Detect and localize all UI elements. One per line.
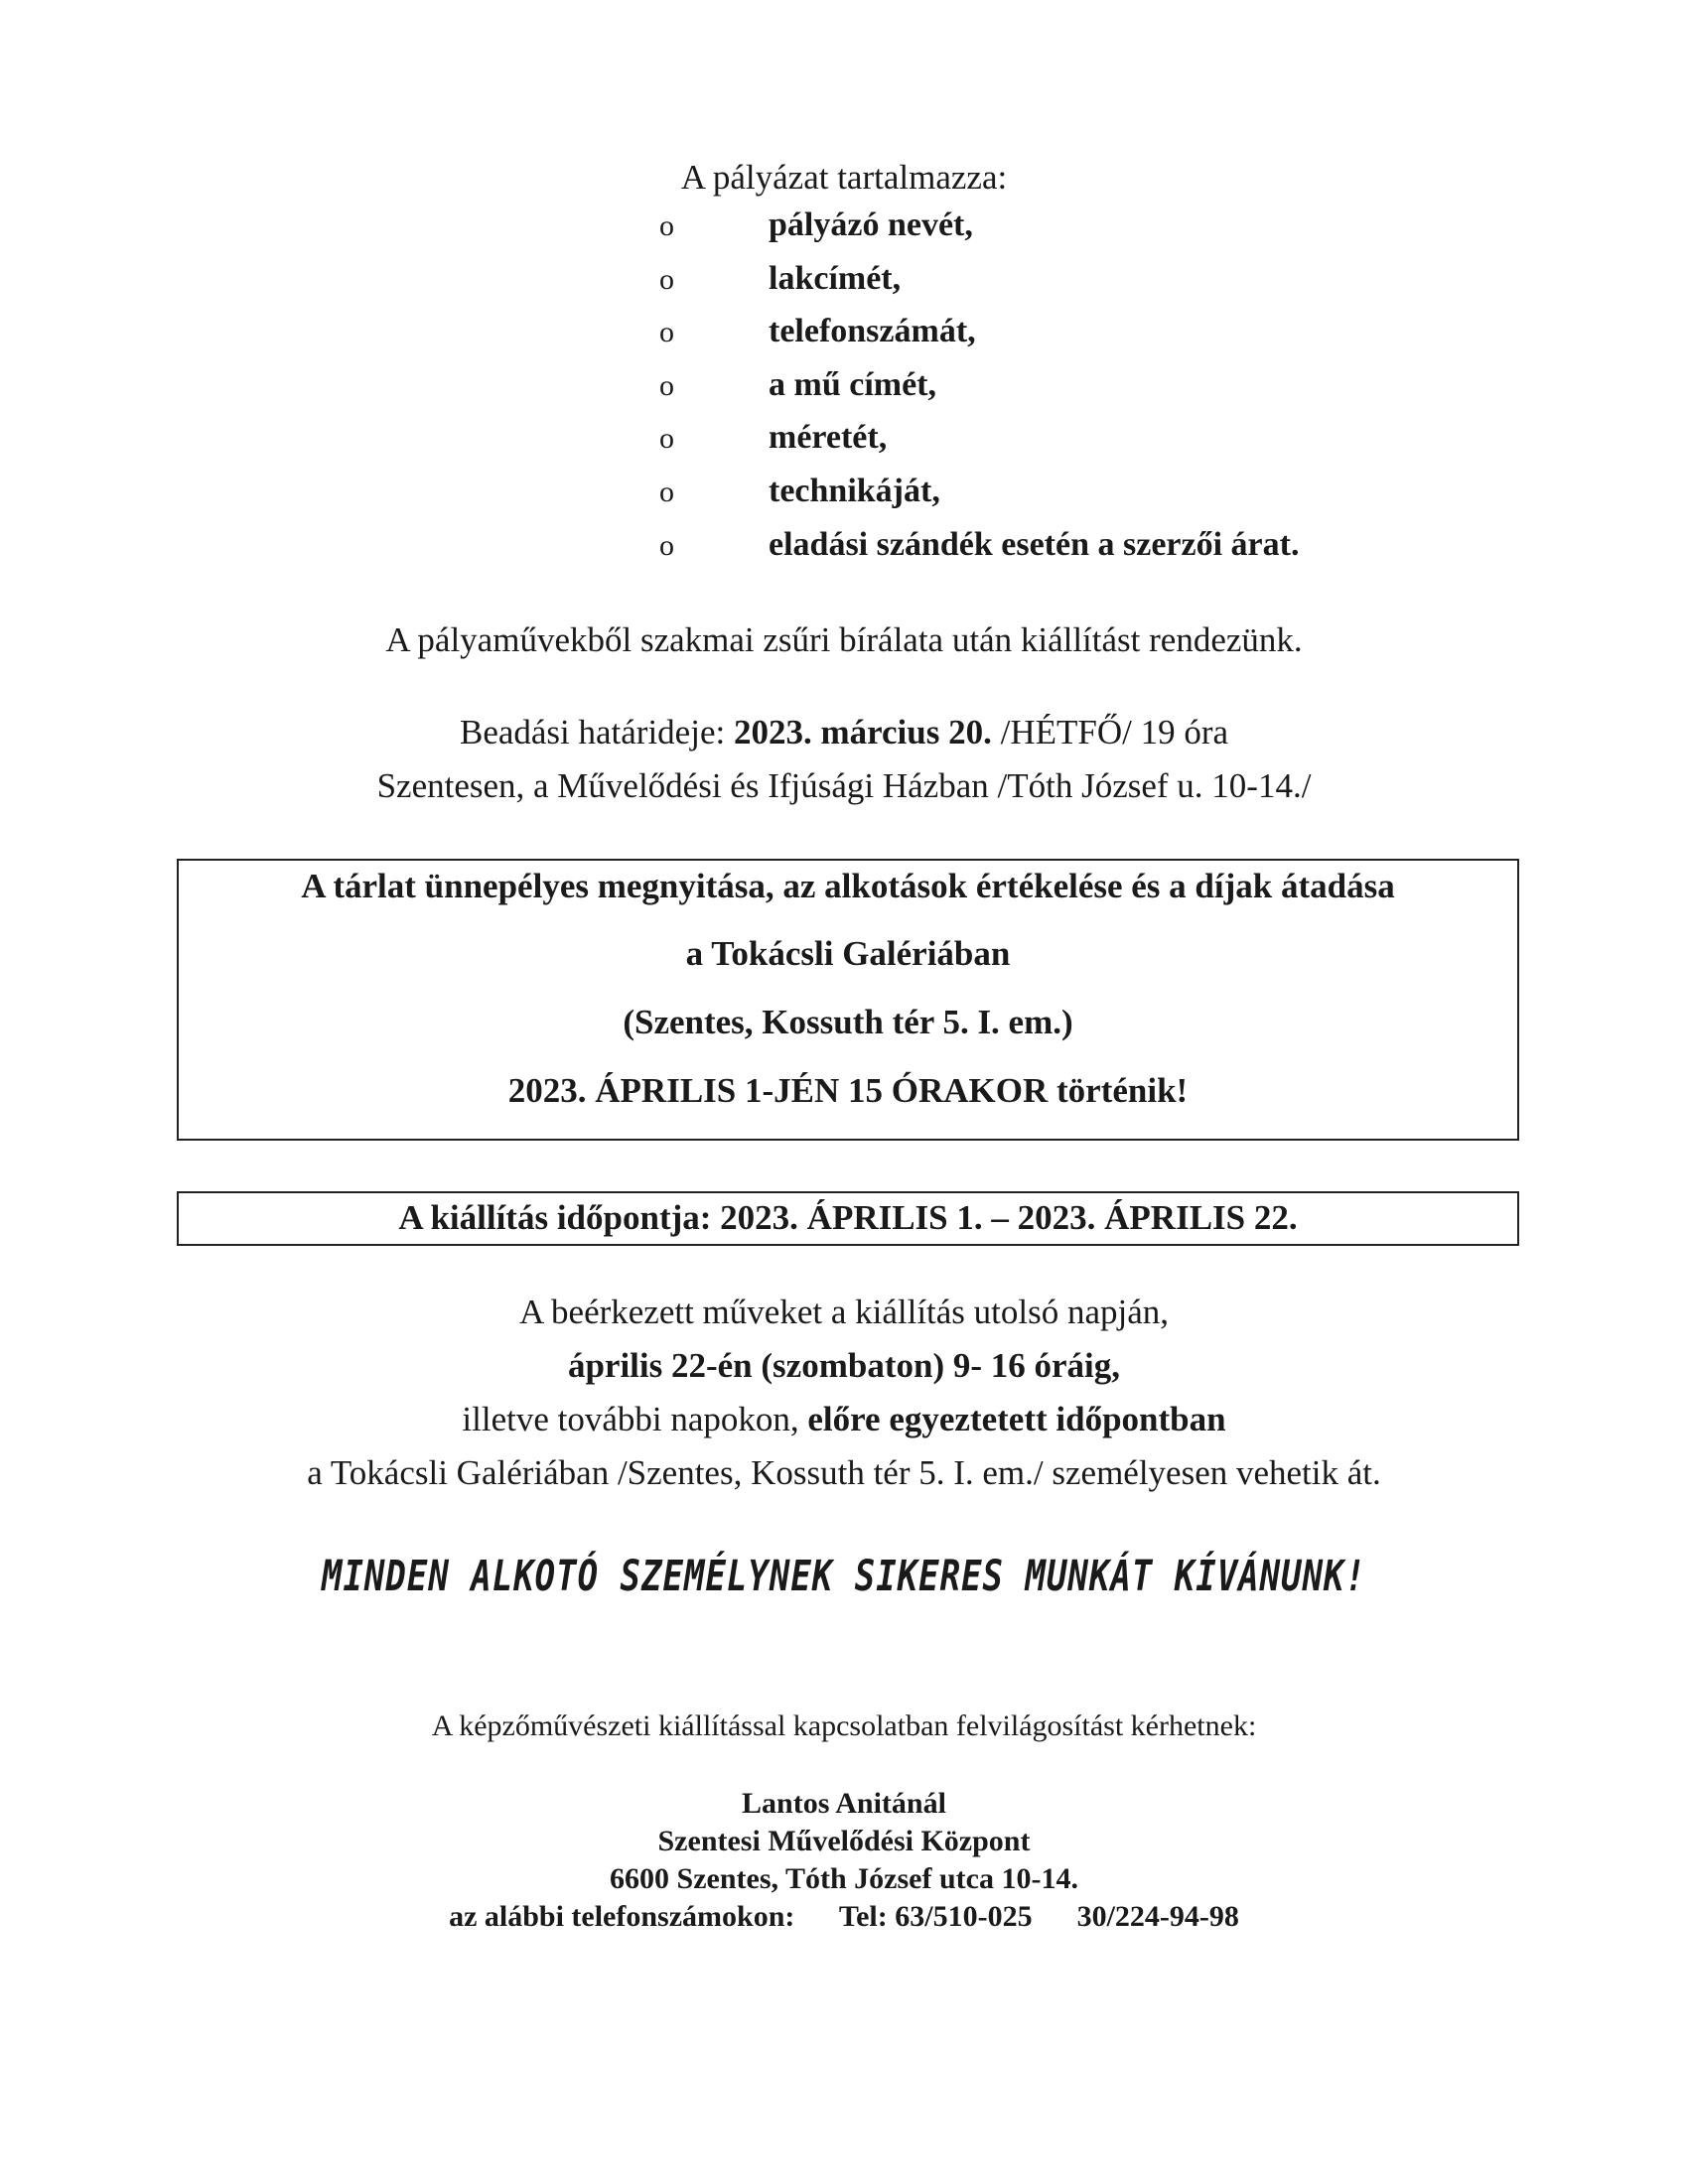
opening-line-2: a Tokácsli Galériában (685, 934, 1011, 973)
deadline-rest: /HÉTFŐ/ 19 óra (1000, 713, 1229, 751)
list-item (659, 358, 1553, 412)
requirement-text: pályázó nevét, (769, 206, 973, 243)
exhibit-dates-box: A kiállítás időpontja: 2023. ÁPRILIS 1. – 2023. ÁPRILIS 22. (177, 1191, 1519, 1246)
requirements-intro: A pályázat tartalmazza: (680, 158, 1008, 197)
bullet-icon: o (659, 368, 674, 402)
bullet-icon: o (659, 528, 674, 562)
requirement-text: telefonszámát, (769, 313, 976, 350)
deadline-label: Beadási határideje: (459, 713, 726, 751)
return-line-3-bold: előre egyeztetett időpontban (807, 1400, 1226, 1438)
requirement-text: méretét, (769, 419, 888, 457)
return-line-2: április 22-én (szombaton) 9- 16 óráig, (567, 1346, 1121, 1385)
contact-phones (0, 1900, 1688, 1934)
list-item (659, 465, 1553, 518)
phone-2: 30/224-94-98 (1076, 1900, 1239, 1933)
info-intro: A képzőművészeti kiállítással kapcsolatban felvilágosítást kérhetnek: (431, 1709, 1257, 1742)
contact-name: Lantos Anitánál (742, 1787, 946, 1820)
list-item (659, 252, 1553, 306)
requirements-list (659, 199, 1553, 571)
deadline-date: 2023. március 20. (733, 713, 992, 751)
requirement-text: eladási szándék esetén a szerzői árat. (769, 525, 1300, 563)
list-item (659, 518, 1553, 572)
bullet-icon: o (659, 262, 674, 296)
bullet-icon: o (659, 422, 674, 456)
opening-line-3: (Szentes, Kossuth tér 5. I. em.) (623, 1003, 1073, 1041)
deadline-place: Szentesen, a Művelődési és Ifjúsági Házban /Tóth József u. 10-14./ (376, 766, 1312, 805)
bullet-icon: o (659, 475, 674, 508)
return-line-1: A beérkezett műveket a kiállítás utolsó napján, (518, 1293, 1170, 1331)
return-line-4: a Tokácsli Galériában /Szentes, Kossuth tér 5. I. em./ személyesen vehetik át. (307, 1453, 1381, 1492)
requirement-text: lakcímét, (769, 259, 902, 297)
list-item (659, 411, 1553, 465)
list-item (659, 305, 1553, 358)
requirement-text: a mű címét, (769, 365, 937, 403)
opening-box (177, 859, 1519, 1141)
jury-note: A pályaművekből szakmai zsűri bírálata után kiállítást rendezünk. (385, 620, 1303, 659)
good-luck-wish: MINDEN ALKOTÓ SZEMÉLYNEK SIKERES MUNKÁT KÍVÁNUNK! (321, 1552, 1367, 1601)
deadline-line (0, 713, 1688, 752)
return-line-3 (0, 1400, 1688, 1439)
bullet-icon: o (659, 316, 674, 349)
opening-line-1: A tárlat ünnepélyes megnyitása, az alkotások értékelése és a díjak átadása (301, 867, 1395, 905)
bullet-icon: o (659, 209, 674, 242)
list-item (659, 199, 1553, 252)
return-line-3-plain: illetve további napokon, (462, 1400, 799, 1438)
requirement-text: technikáját, (769, 472, 940, 509)
contact-address: 6600 Szentes, Tóth József utca 10-14. (610, 1862, 1078, 1895)
phone-1: Tel: 63/510-025 (838, 1900, 1033, 1933)
phones-label: az alábbi telefonszámokon: (449, 1900, 795, 1933)
opening-line-4: 2023. ÁPRILIS 1-JÉN 15 ÓRAKOR történik! (507, 1071, 1189, 1110)
contact-org: Szentesi Művelődési Központ (657, 1825, 1031, 1857)
